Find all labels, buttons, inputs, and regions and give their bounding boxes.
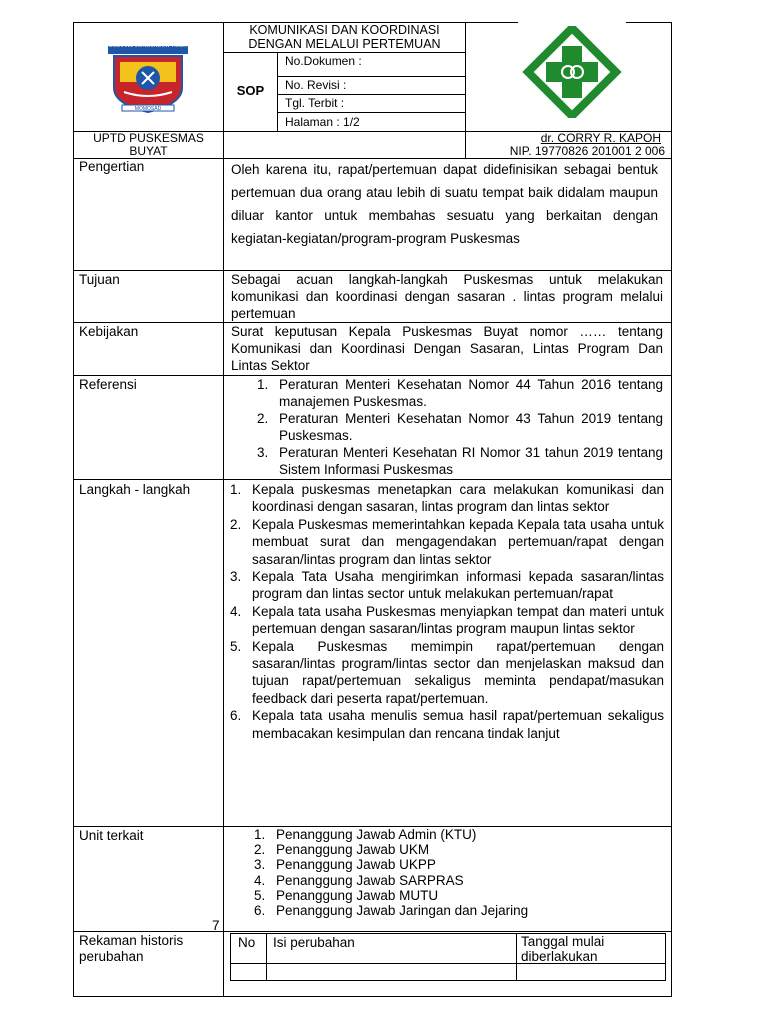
issue-date-field: Tgl. Terbit : bbox=[285, 96, 345, 110]
langkah-list bbox=[230, 481, 664, 742]
row-label-pengertian: Pengertian bbox=[79, 159, 145, 174]
list-item: 3. Kepala Tata Usaha mengirimkan informasi kepada sasaran/lintas program dan lintas sector untuk melakukan pertemuan/rapat bbox=[230, 569, 664, 602]
row-label-tujuan: Tujuan bbox=[79, 272, 120, 287]
row-label-referensi: Referensi bbox=[79, 377, 137, 392]
signature-block bbox=[466, 132, 671, 158]
list-item: 2. Peraturan Menteri Kesehatan Nomor 43 Tahun 2019 tentang Puskesmas. bbox=[257, 411, 663, 443]
row-label-langkah: Langkah - langkah bbox=[79, 482, 191, 497]
emblem-top-text: BOLAANG MONGONDOW TIMUR bbox=[109, 43, 187, 49]
list-item: 5. Penanggung Jawab MUTU bbox=[254, 887, 439, 903]
document-title: KOMUNIKASI DAN KOORDINASI DENGAN MELALUI PERTEMUAN bbox=[248, 23, 441, 51]
signer-name: dr. CORRY R. KAPOH bbox=[540, 131, 661, 145]
unit-name: UPTD PUSKESMAS BUYAT bbox=[93, 131, 204, 158]
list-item: 4. Penanggung Jawab SARPRAS bbox=[254, 872, 464, 888]
signer-nip: NIP. 19770826 201001 2 006 bbox=[509, 144, 665, 158]
list-item: 3. Penanggung Jawab UKPP bbox=[254, 857, 436, 873]
list-item: 1. Peraturan Menteri Kesehatan Nomor 44 Tahun 2016 tentang manajemen Puskesmas. bbox=[257, 377, 663, 409]
list-item: 4. Kepala tata usaha Puskesmas menyiapkan tempat dan materi untuk pertemuan dengan sasaran/lintas program maupun lintas sektor bbox=[230, 603, 664, 637]
kebijakan-text: Surat keputusan Kepala Puskesmas Buyat nomor …… tentang Komunikasi dan Koordinasi Dengan Sasaran, Lintas Program Dan Lintas Sektor bbox=[231, 324, 663, 373]
list-item: 3. Peraturan Menteri Kesehatan RI Nomor 31 tahun 2019 tentang Sistem Informasi Puskesmas bbox=[257, 445, 663, 477]
page-marker: 7 bbox=[212, 918, 220, 933]
list-item: 1. Penanggung Jawab Admin (KTU) bbox=[254, 827, 477, 842]
doc-number-field: No.Dokumen : bbox=[285, 54, 362, 68]
rekaman-col-isi: Isi perubahan bbox=[273, 935, 355, 950]
pengertian-text: Oleh karena itu, rapat/pertemuan dapat didefinisikan sebagai bentuk pertemuan dua orang atau lebih di suatu tempat baik didalam maupun diluar kantor untuk membahas sesuatu yang berkaitan dengan kegiatan-kegiatan/program-program Puskesmas bbox=[231, 162, 658, 246]
puskesmas-logo-icon bbox=[522, 26, 622, 118]
row-label-rekaman: Rekaman historis perubahan bbox=[79, 933, 184, 964]
referensi-list bbox=[257, 376, 663, 478]
row-label-unit-terkait: Unit terkait bbox=[79, 828, 144, 843]
list-item: 6. Kepala tata usaha menulis semua hasil rapat/pertemuan sekaligus membacakan kesimpulan dan rencana tindak lanjut bbox=[230, 708, 664, 741]
list-item: 2. Penanggung Jawab UKM bbox=[254, 842, 430, 858]
rekaman-col-no: No bbox=[238, 935, 256, 950]
unit-terkait-list bbox=[254, 827, 664, 918]
revision-field: No. Revisi : bbox=[285, 78, 347, 92]
list-item: 6. Penanggung Jawab Jaringan dan Jejaring bbox=[254, 903, 529, 919]
list-item: 1. Kepala puskesmas menetapkan cara melakukan komunikasi dan koordinasi dengan sasaran, lintas program dan lintas sektor bbox=[230, 482, 664, 515]
list-item: 2. Kepala Puskesmas memerintahkan kepada Kepala tata usaha untuk membuat surat dan mengagendakan pertemuan/rapat dengan sasaran/lintas program dan lintas sektor bbox=[230, 516, 664, 567]
emblem-bottom-text: MOMOSAD bbox=[134, 106, 162, 112]
sop-label: SOP bbox=[236, 83, 265, 98]
row-label-kebijakan: Kebijakan bbox=[79, 324, 139, 339]
tujuan-text: Sebagai acuan langkah-langkah Puskesmas untuk melakukan komunikasi dan koordinasi dengan sasaran . lintas program melalui pertemuan bbox=[231, 272, 663, 321]
page-field: Halaman : 1/2 bbox=[285, 115, 360, 129]
rekaman-col-tanggal: Tanggal mulai diberlakukan bbox=[521, 934, 605, 964]
regency-emblem-icon bbox=[104, 42, 192, 116]
list-item: 5. Kepala Puskesmas memimpin rapat/pertemuan dengan sasaran/lintas program/lintas sector dan menjelaskan maksud dan tujuan rapat/pertemuan sekaligus meminta pendapat/masukan feedback dari peserta rapat/pertemuan. bbox=[230, 638, 664, 706]
